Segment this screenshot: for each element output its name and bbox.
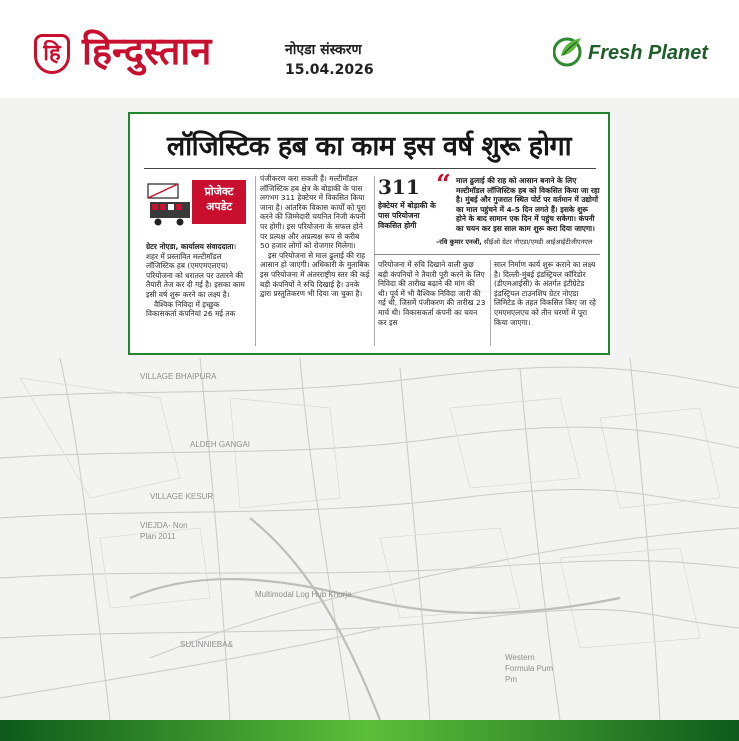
quote-designation: सीईओ ग्रेटर नोएडा/एमडी आईआईटीजीएनएल — [481, 238, 593, 246]
map-label: ALDEH GANGAI — [190, 440, 251, 449]
badge-label-box — [192, 180, 246, 224]
article-para: परियोजना में रुचि दिखाने वाली कुछ बड़ी कंपनियों ने तैयारी पूरी करने के लिए निविदा की तारीख बढ़ाने की मांग की थी। पूर्व में भी वैश्विक निविदा जारी की गई थी, जिसमें पंजीकरण की तारीख 23 मार्च थी। विकासकर्ता कंपनी का चयन कर इस — [378, 260, 486, 327]
article-headline: लॉजिस्टिक हब का काम इस वर्ष शुरू होगा — [166, 131, 572, 162]
article-column-4 — [494, 260, 600, 350]
project-update-badge — [146, 176, 248, 236]
page-header — [0, 0, 739, 98]
article-para: साल निर्माण कार्य शुरू कराने का लक्ष्य है। दिल्ली-मुंबई इंडस्ट्रियल कॉरिडोर (डीएमआईसी) के अंतर्गत इंटीग्रेटेड इंडस्ट्रियल टाउनशिप ग्रेटर नोएडा लिमिटेड के तहत विकसित किए जा रहे एमएमएलएच को तीन चरणों में पूरा किया जाएगा। — [494, 260, 596, 327]
article-column-2 — [260, 174, 370, 350]
column-divider — [490, 260, 491, 346]
dateline: ग्रेटर नोएडा, कार्यालय संवाददाता — [146, 242, 234, 251]
edition-label: नोएडा संस्करण — [285, 42, 362, 58]
stat-caption: हेक्टेयर में बोड़ाकी के पास परियोजना विकसित होगी — [378, 201, 436, 230]
footer-green-bar — [0, 720, 739, 741]
truck-warehouse-icon — [146, 178, 194, 228]
article-column-1 — [146, 242, 250, 348]
badge-line-1: प्रोजेक्ट — [204, 185, 234, 198]
hindustan-logo-icon — [34, 34, 70, 74]
news-clipping-card — [128, 112, 610, 355]
map-label: Western Formula Pum Pm — [505, 653, 554, 684]
badge-line-2: अपडेट — [205, 200, 233, 213]
leaf-icon — [553, 34, 583, 68]
headline-divider — [144, 168, 596, 169]
partner-name: Fresh Planet — [588, 42, 709, 64]
quote-text: माल ढुलाई की राह को आसान बनाने के लिए मल्टीमॉडल लॉजिस्टिक हब को विकसित किया जा रहा है। मुंबई और गुजरात स्थित पोर्ट पर वर्तमान में उद्योगों का माल पहुंचने में 4-5 दिन लगते हैं। इसके शुरू होने के बाद सामान एक दिन में पहुंच सकेगा। कंपनी का चयन कर इस साल काम शुरू करा दिया जाएगा। — [456, 176, 600, 233]
article-column-3 — [378, 260, 486, 350]
official-quote — [436, 170, 600, 254]
article-text: । शहर में प्रस्तावित मल्टीमॉडल लॉजिस्टिक हब (एमएमएलएच) परियोजना को धरातल पर उतारने की तैयारी तेज कर दी गई है। इसका काम इसी वर्ष शुरू करने का लक्ष्य है। — [146, 242, 245, 299]
key-stat-box — [378, 176, 440, 230]
article-para: पंजीकरण करा सकती हैं। मल्टीमॉडल लॉजिस्टिक हब क्षेत्र के बोड़ाकी के पास लगभग 311 हेक्टेयर में विकसित किया जाना है। आंतरिक विकास कार्यों को पूरा करने की जिम्मेदारी चयनित निजी कंपनी पर होगी। इस परियोजना के सफल होने पर प्रत्यक्ष और अप्रत्यक्ष रूप से करीब 50 हजार लोगों को रोजगार मिलेगा। — [260, 174, 366, 251]
newspaper-name: हिन्दुस्तान — [82, 29, 212, 73]
map-label: VILLAGE BHAIPURA — [140, 372, 217, 381]
edition-date: 15.04.2026 — [285, 62, 374, 78]
quote-mark-icon: “ — [436, 170, 451, 200]
article-para: इस परियोजना से माल ढुलाई की राह आसान हो जाएगी। अधिकारी के मुताबिक इस परियोजना में अंतरराष्ट्रीय स्तर की कई बड़ी कंपनियों ने रुचि दिखाई है। उनके द्वारा प्रस्तुतिकरण भी दिया जा चुका है। — [260, 250, 370, 299]
quote-divider — [374, 254, 600, 255]
column-divider — [255, 176, 256, 346]
stat-number: 311 — [378, 175, 420, 199]
map-label: VILLAGE KESUR — [150, 492, 214, 501]
quote-author: –रवि कुमार एनजी, — [436, 238, 482, 246]
brand-mark-text: हि — [43, 41, 61, 66]
map-label: SULINNIEBA& — [180, 640, 233, 649]
article-para — [146, 242, 250, 300]
column-divider — [374, 176, 375, 346]
map-label: VIEJDA- Non Plan 2011 — [140, 521, 188, 541]
quote-attribution — [436, 238, 606, 247]
map-label: Multimodal Log Hub Khurja — [255, 590, 352, 599]
article-para: वैश्विक निविदा में इच्छुक विकासकर्ता कंपनियां 26 मई तक — [146, 299, 236, 319]
